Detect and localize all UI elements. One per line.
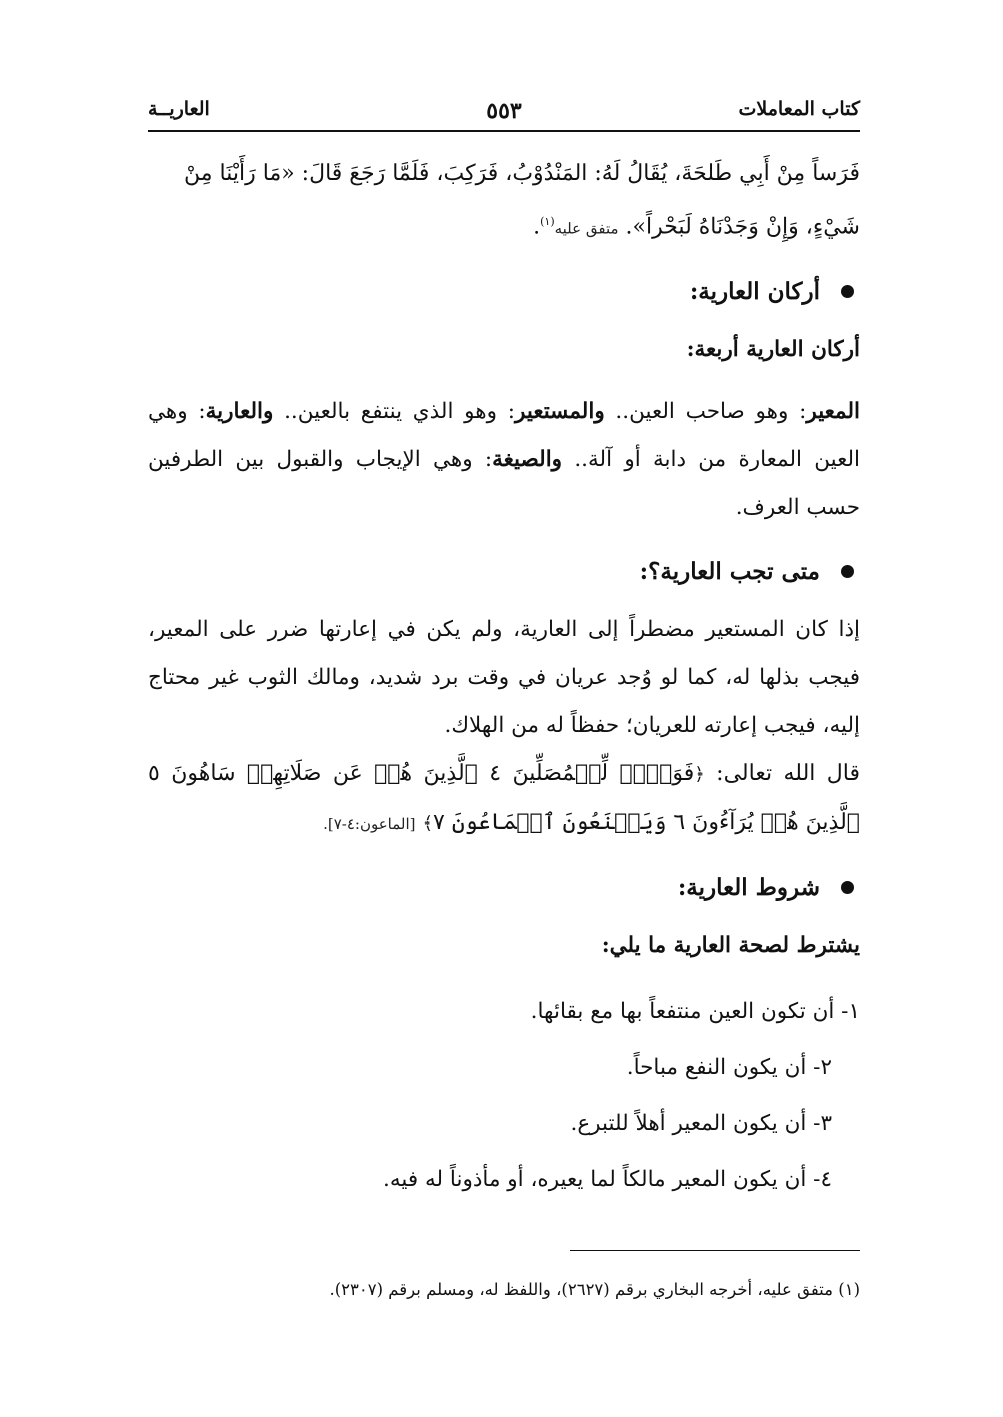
- footnote-marker: (١): [540, 215, 555, 228]
- footnote: (١) متفق عليه، أخرجه البخاري برقم (٢٦٢٧)، واللفظ له، ومسلم برقم (٢٣٠٧).: [329, 1280, 860, 1299]
- bullet-icon: [841, 565, 854, 578]
- condition-item: ٢- أن يكون النفع مباحاً.: [626, 1055, 832, 1081]
- quote-reference: [الماعون:٤-٧].: [323, 815, 416, 834]
- hadith-line-1: فَرَساً مِنْ أَبِي طَلحَةَ، يُقَالُ لَهُ: المَنْدُوْبُ، فَرَكِبَ، فَلَمَّا رَجَعَ قَالَ: «مَا رَأَيْنَا مِنْ: [184, 161, 860, 186]
- heading-conditions: [148, 864, 860, 912]
- hadith-text: شَيْءٍ، وَإِنْ وَجَدْنَاهُ لَبَحْراً».: [625, 214, 860, 240]
- term-lender: المعير: [806, 399, 861, 425]
- hadith-end: .: [533, 214, 541, 240]
- term-borrower: والمستعير: [514, 399, 605, 425]
- pillars-paragraph: [148, 388, 860, 532]
- quote-line-1: فَوَيۡلٞ لِّلۡمُصَلِّينَ ٤ ٱلَّذِينَ هُمۡ عَن صَلَاتِهِمۡ سَاهُونَ ٥: [148, 761, 695, 787]
- hadith-attribution: متفق عليه: [554, 219, 619, 238]
- quote-intro: قال الله تعالى:: [704, 761, 861, 787]
- term-loaned-item: والعارية: [205, 399, 274, 425]
- heading-when-text: متى تجب العارية؟:: [639, 558, 820, 586]
- subheading-pillars: أركان العارية أربعة:: [686, 337, 860, 363]
- hadith-line-2: [148, 198, 860, 252]
- term-formula: والصيغة: [492, 447, 563, 473]
- subheading-conditions: يشترط لصحة العارية ما يلي:: [601, 933, 860, 959]
- heading-pillars: [148, 268, 860, 316]
- def-borrower: : وهو الذي ينتفع بالعين..: [273, 399, 515, 425]
- page-content: [148, 150, 860, 1208]
- quote-open-bracket: ﴿: [694, 764, 705, 786]
- def-loaned-item: : وهي العين المعارة من دابة أو آلة..: [148, 399, 860, 473]
- quote-line-2: ٱلَّذِينَ هُمۡ يُرَآءُونَ ٦ وَيَمۡنَعُونَ ٱلۡمَاعُونَ ٧: [433, 810, 860, 836]
- bullet-icon: [841, 881, 854, 894]
- bullet-icon: [841, 285, 854, 298]
- heading-when: [148, 548, 860, 596]
- def-formula: : وهي الإيجاب والقبول بين الطرفين حسب العرف.: [148, 447, 860, 521]
- when-paragraph: إذا كان المستعير مضطراً إلى العارية، ولم يكن في إعارتها ضرر على المعير، فيجب بذلها له، كما لو وُجد عريان في وقت برد شديد، ومالك الثوب غير محتاج إليه، فيجب إعارته للعريان؛ حفظاً له من الهلاك.: [148, 617, 860, 739]
- section-title: العاريــة: [148, 98, 210, 120]
- quote-close-bracket: ﴾: [422, 813, 434, 835]
- page-number: ٥٥٣: [486, 98, 522, 124]
- page-header: [148, 96, 860, 132]
- quran-quote: [148, 750, 860, 848]
- footnote-divider: [570, 1250, 860, 1251]
- condition-item: ٤- أن يكون المعير مالكاً لما يعيره، أو مأذوناً له فيه.: [383, 1167, 832, 1193]
- def-lender: : وهو صاحب العين..: [604, 399, 807, 425]
- heading-pillars-text: أركان العارية:: [689, 278, 820, 306]
- book-title: كتاب المعاملات: [738, 98, 860, 120]
- heading-conditions-text: شروط العارية:: [677, 874, 820, 902]
- condition-item: ٣- أن يكون المعير أهلاً للتبرع.: [570, 1111, 832, 1137]
- condition-item: ١- أن تكون العين منتفعاً بها مع بقائها.: [530, 999, 860, 1025]
